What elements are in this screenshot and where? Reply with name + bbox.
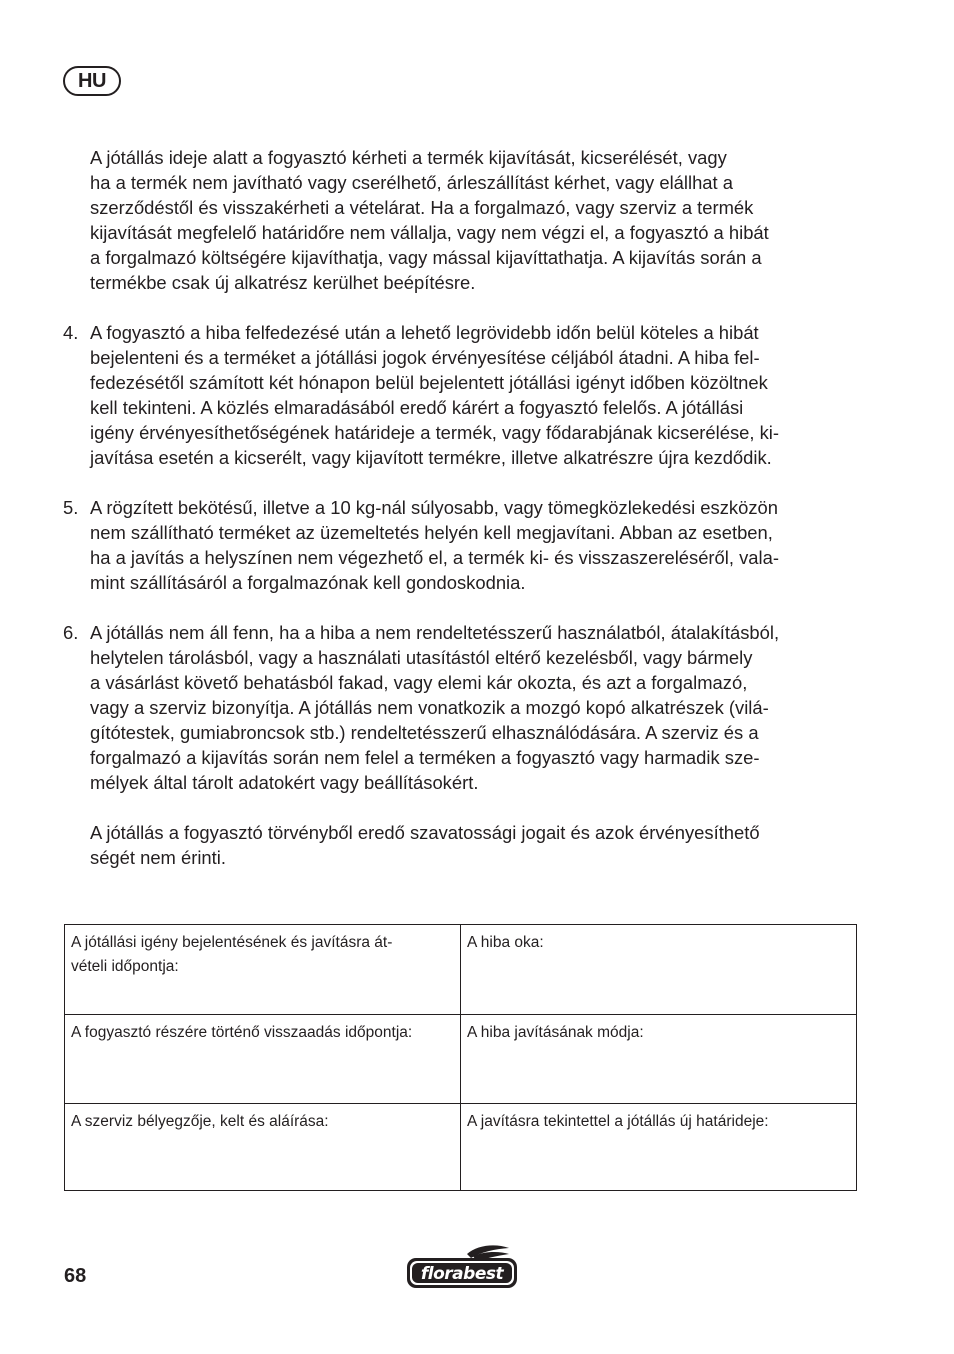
list-number: 6.: [63, 622, 79, 643]
cell-label: A hiba oka:: [467, 934, 544, 951]
text-line: fedezésétől számított két hónapon belül bejelentett jótállási igényt időben közöltnek: [90, 372, 768, 393]
text-line: A rögzített bekötésű, illetve a 10 kg-nál súlyosabb, vagy tömegközlekedési eszközön: [90, 497, 778, 518]
form-cell-repair-method: [461, 1015, 856, 1104]
cell-label: A fogyasztó részére történő visszaadás időpontja:: [71, 1024, 413, 1041]
language-badge: HU: [63, 66, 121, 96]
list-number: 4.: [63, 322, 79, 343]
form-cell-new-deadline: [461, 1104, 856, 1190]
paragraph-5: [63, 495, 863, 595]
page-number: 68: [64, 1265, 87, 1287]
paragraph-4: [63, 320, 863, 470]
logo-text: florabest: [420, 1264, 504, 1284]
text-line: a vásárlást követő behatásból fakad, vagy elemi kár okozta, és azt a forgalmazó,: [90, 672, 748, 693]
text-line: ségét nem érinti.: [90, 847, 226, 868]
cell-label: A hiba javításának módja:: [467, 1024, 644, 1041]
text-line: ha a javítás a helyszínen nem végezhető el, a termék ki- és visszaszereléséről, vala-: [90, 547, 779, 568]
florabest-logo: [405, 1244, 519, 1295]
text-line: szerződéstől és visszakérheti a vételárat. Ha a forgalmazó, vagy szerviz a termék: [90, 197, 754, 218]
text-line: kijavítását megfelelő határidőre nem vállalja, vagy nem végzi el, a fogyasztó a hibát: [90, 222, 769, 243]
text-line: A jótállás a fogyasztó törvényből eredő szavatossági jogait és azok érvényesíthető: [90, 822, 760, 843]
text-line: A jótállás nem áll fenn, ha a hiba a nem rendeltetésszerű használatból, átalakításból,: [90, 622, 780, 643]
text-line: forgalmazó a kijavítás során nem felel a terméken a fogyasztó vagy harmadik sze-: [90, 747, 760, 768]
text-line: A jótállás ideje alatt a fogyasztó kérheti a termék kijavítását, kicserélését, vagy: [90, 147, 727, 168]
text-line: a forgalmazó költségére kijavíthatja, vagy mással kijavíttathatja. A kijavítás során a: [90, 247, 762, 268]
text-line: javítása esetén a kicserélt, vagy kijavított termékre, illetve alkatrészre újra kezdődik.: [90, 447, 772, 468]
cell-label: A jótállási igény bejelentésének és javításra át-: [71, 934, 393, 951]
florabest-logo-icon: [405, 1244, 519, 1290]
text-line: gítótestek, gumiabroncsok stb.) rendeltetésszerű elhasználódására. A szerviz és a: [90, 722, 759, 743]
warranty-form-table: [64, 924, 857, 1191]
paragraph-6: [63, 620, 863, 795]
form-cell-fault-cause: [461, 925, 856, 1015]
cell-label: vételi időpontja:: [71, 958, 179, 975]
text-line: vagy a szerviz bizonyítja. A jótállás nem vonatkozik a mozgó kopó alkatrészek (vilá-: [90, 697, 769, 718]
text-line: igény érvényesíthetőségének határideje a termék, vagy fődarabjának kicserélése, ki-: [90, 422, 780, 443]
text-line: mélyek által tárolt adatokért vagy beállításokért.: [90, 772, 479, 793]
paragraph-intro: [63, 145, 863, 295]
text-line: helytelen tárolásból, vagy a használati utasítástól eltérő kezelésből, vagy bármely: [90, 647, 753, 668]
form-cell-return-date: [65, 1015, 461, 1104]
warranty-text: [63, 145, 863, 895]
cell-label: A szerviz bélyegzője, kelt és aláírása:: [71, 1113, 329, 1130]
list-number: 5.: [63, 497, 79, 518]
text-line: A fogyasztó a hiba felfedezésé után a lehető legrövidebb időn belül köteles a hibát: [90, 322, 759, 343]
text-line: kell tekinteni. A közlés elmaradásából eredő kárért a fogyasztó felelős. A jótállási: [90, 397, 744, 418]
text-line: mint szállításáról a forgalmazónak kell gondoskodnia.: [90, 572, 526, 593]
form-cell-claim-date: [65, 925, 461, 1015]
cell-label: A javításra tekintettel a jótállás új határideje:: [467, 1113, 769, 1130]
text-line: bejelenteni és a terméket a jótállási jogok érvényesítése céljából átadni. A hiba fel-: [90, 347, 760, 368]
form-cell-service-stamp: [65, 1104, 461, 1190]
paragraph-closing: [63, 820, 863, 870]
text-line: termékbe csak új alkatrész kerülhet beépítésre.: [90, 272, 476, 293]
text-line: nem szállítható terméket az üzemeltetés helyén kell megjavítani. Abban az esetben,: [90, 522, 773, 543]
text-line: ha a termék nem javítható vagy cserélhető, árleszállítást kérhet, vagy elállhat a: [90, 172, 733, 193]
